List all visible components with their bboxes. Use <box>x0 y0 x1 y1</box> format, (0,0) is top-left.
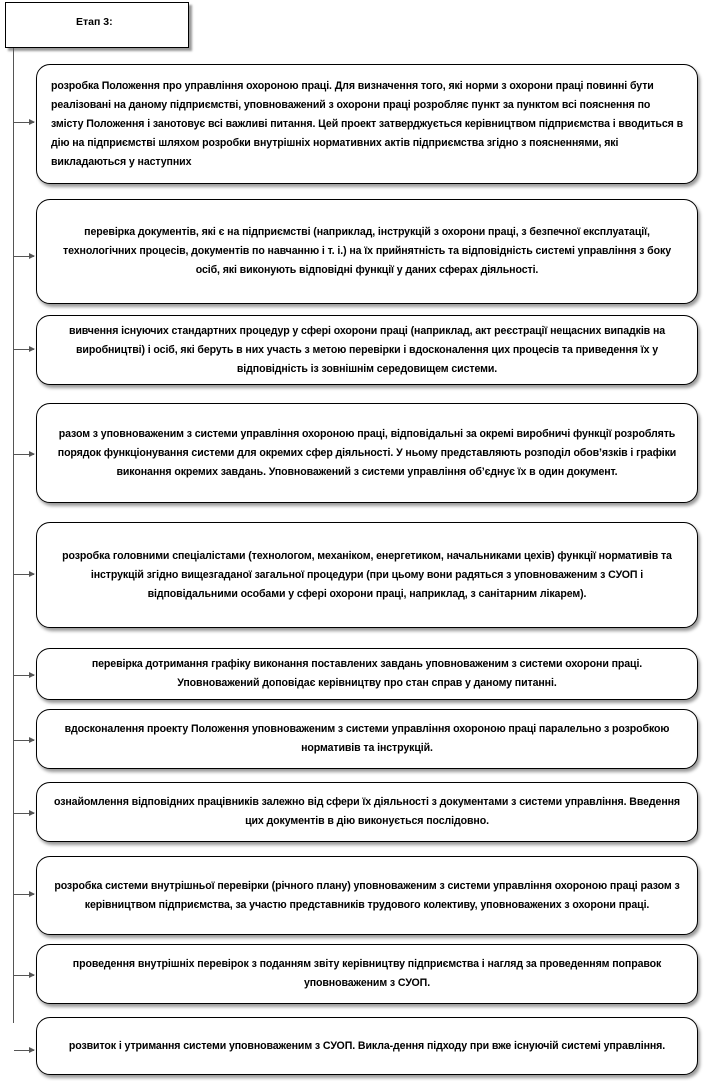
connector-arrow-2 <box>14 256 34 257</box>
step-box-8 <box>36 782 698 842</box>
connector-arrow-3 <box>14 349 34 350</box>
stage-box <box>5 2 189 48</box>
step-box-5 <box>36 522 698 628</box>
step-box-2 <box>36 199 698 304</box>
step-text-4: разом з уповноваженим з системи управління охороною праці, відповідальні за окремі виробничі функції розроблять порядок функціонування системи для окремих сфер діяльності. У ньому представляють розподіл обов’язків і графіки виконання окремих завдань. Уповноважений з системи управління об’єднує їх в один документ. <box>57 427 677 478</box>
step-box-1 <box>36 64 698 184</box>
connector-arrow-9 <box>14 894 34 895</box>
connector-arrow-11 <box>14 1050 34 1051</box>
step-box-10 <box>36 944 698 1004</box>
step-box-3 <box>36 315 698 385</box>
connector-arrow-4 <box>14 454 34 455</box>
step-box-11 <box>36 1017 698 1075</box>
step-text-8: ознайомлення відповідних працівників залежно від сфери їх діяльності з документами з системи управління. Введення цих документів в дію виконується послідовно. <box>53 796 680 827</box>
connector-arrow-5 <box>14 574 34 575</box>
connector-arrow-6 <box>14 675 34 676</box>
connector-arrow-7 <box>14 740 34 741</box>
connector-arrow-8 <box>14 813 34 814</box>
step-box-9 <box>36 856 698 935</box>
step-text-2: перевірка документів, які є на підприємстві (наприклад, інструкцій з охорони праці, з безпечної експлуатації, технологічних процесів, документів по навчанню і т. і.) на їх прийнятність та відповідність системі управління з боку осіб, які виконують відповідні функції у даних сферах діяльності. <box>62 226 671 276</box>
connector-arrow-1 <box>14 122 34 123</box>
vertical-connector-line <box>13 48 14 1023</box>
step-box-4 <box>36 403 698 503</box>
step-text-5: розробка головними спеціалістами (технологом, механіком, енергетиком, начальниками цехів) функції нормативів та інструкцій згідно вищезгаданої загальної процедури (при цьому вони радяться з уповноваженим з СУОП і відповідальними особами у сфері охорони праці, наприклад, з санітарним лікарем). <box>62 549 672 600</box>
stage-title: Етап 3: <box>76 16 113 28</box>
step-text-3: вивчення існуючих стандартних процедур у сфері охорони праці (наприклад, акт реєстрації нещасних випадків на виробництві) і осіб, які беруть в них участь з метою перевірки і вдосконалення цих процесів та приведення їх у відповідність із зовнішнім середовищем системи. <box>68 324 666 375</box>
step-text-10: проведення внутрішніх перевірок з поданням звіту керівництву підприємства і нагляд за проведенням поправок уповноваженим з СУОП. <box>72 958 662 989</box>
step-text-9: розробка системи внутрішньої перевірки (річного плану) уповноваженим з системи управління охороною праці разом з керівництвом підприємства, за участю представників трудового колективу, уповноважених з охорони праці. <box>54 879 680 911</box>
step-text-1: розробка Положення про управління охороною праці. Для визначення того, які норми з охорони праці повинні бути реалізовані на даному підприємстві, уповноважений з охорони праці розробляє пункт за пунктом всі пояснення по змісту Положення і занотовує всі важливі питання. Цей проект затверджується керівництвом підприємства і вводиться в дію на підприємстві шляхом розробки внутрішніх нормативних актів підприємства згідно з поясненнями, які викладаються у наступних <box>51 79 683 168</box>
step-text-11: розвиток і утримання системи уповноваженим з СУОП. Викла-дення підходу при вже існуючій системі управління. <box>68 1039 666 1052</box>
step-text-7: вдосконалення проекту Положення уповноваженим з системи управління охороною праці паралельно з розробкою нормативів та інструкцій. <box>64 723 670 754</box>
step-box-6 <box>36 648 698 700</box>
connector-arrow-10 <box>14 975 34 976</box>
step-box-7 <box>36 709 698 769</box>
step-text-6: перевірка дотримання графіку виконання поставлених завдань уповноваженим з системи охорони праці. Уповноважений доповідає керівництву про стан справ у даному питанні. <box>91 658 643 689</box>
